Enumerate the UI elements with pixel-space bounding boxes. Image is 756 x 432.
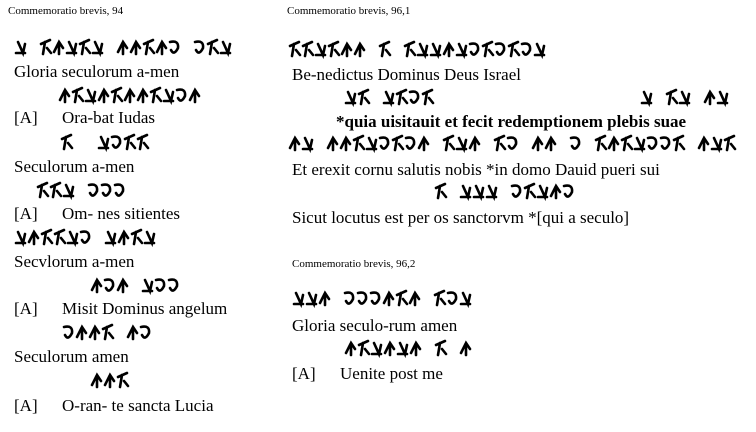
neume-glyph [128,327,137,339]
neume-glyph [496,44,504,55]
neume-glyph [457,44,466,55]
neume-glyph [725,136,735,150]
canticle-verse: Be-nedictus Dominus Deus Israel [292,65,521,84]
neume-glyph [290,138,299,150]
neume-glyph [106,232,115,243]
neume-glyph [635,138,644,149]
neume-glyph [371,293,379,304]
neume-glyph [470,138,479,150]
neume-glyph [341,138,350,150]
neume-glyph [718,92,727,103]
neume-glyph [355,44,364,56]
neume-glyph [397,90,407,104]
neume-glyph [303,138,312,149]
neume-glyph [195,42,203,53]
antiphon-label: [A] [14,396,38,415]
chant-text: O-ran- te sancta Lucia [62,396,214,415]
neume-glyph [68,232,77,243]
neume-glyph [73,88,83,102]
neume-glyph [410,92,418,103]
neume-glyph [86,90,95,101]
neume-glyph [596,136,606,150]
reference-96-2: Commemoratio brevis, 96,2 [292,258,416,270]
neume-glyph [393,136,403,150]
neume-glyph [508,138,516,149]
neume-glyph [64,327,72,338]
neume-glyph [358,293,366,304]
reference-94: Commemoratio brevis, 94 [8,5,124,17]
neume-row [292,287,492,309]
antiphon-label: [A] [14,108,38,127]
neume-glyph [55,230,65,244]
neume-glyph [115,185,123,196]
neume-glyph [546,138,555,150]
neume-glyph [448,293,456,304]
neume-glyph [118,280,127,292]
neume-glyph [145,232,154,243]
neume-glyph [372,343,381,354]
neume-glyph [294,293,303,304]
neume-row [640,86,730,108]
neume-row [344,337,474,359]
neume-glyph [367,138,376,149]
neume-glyph [125,90,134,102]
neume-glyph [398,343,407,354]
neume-glyph [419,138,428,150]
neume-glyph [435,291,445,305]
neume-glyph [151,88,161,102]
neume-glyph [538,186,547,197]
neume-glyph [99,137,108,148]
neume-glyph [661,138,669,149]
neume-glyph [90,327,99,339]
neume-glyph [483,42,493,56]
neume-glyph [345,293,353,304]
neume-glyph [112,137,120,148]
neume-glyph [221,42,230,53]
chant-text: Seculorum amen [14,347,129,366]
neume-row [344,86,444,108]
neume-glyph [290,42,300,56]
neume-glyph [89,185,97,196]
neume-glyph [405,42,415,56]
neume-glyph [667,90,677,104]
neume-glyph [329,42,339,56]
antiphon-label: [A] [14,204,38,223]
neume-glyph [380,42,390,56]
neume-glyph [92,280,101,292]
neume-glyph [431,44,440,55]
neume-row [60,131,160,153]
neume-row [14,36,244,58]
chant-text: Gloria seculorum a-men [14,62,180,81]
neume-glyph [525,184,535,198]
neume-glyph [190,90,199,102]
neume-glyph [41,40,51,54]
neume-glyph [81,232,89,243]
neume-row [58,84,208,106]
neume-glyph [177,90,185,101]
neume-glyph [141,327,149,338]
neume-row [54,369,144,391]
neume-glyph [125,135,135,149]
neume-glyph [674,136,684,150]
chant-text: Gloria seculo-rum amen [292,316,458,335]
neume-glyph [622,136,632,150]
neume-glyph [170,42,178,53]
neume-glyph [354,136,364,150]
neume-glyph [385,343,394,355]
neume-glyph [16,232,25,243]
neume-glyph [457,138,466,149]
neume-glyph [418,44,427,55]
neume-glyph [42,230,52,244]
neume-glyph [411,343,420,355]
neume-glyph [712,138,721,149]
neume-glyph [99,90,108,102]
neume-glyph [156,280,164,291]
neume-glyph [380,138,388,149]
canticle-verse: *quia uisitauit et fecit redemptionem plebis suae [336,112,687,131]
neume-glyph [522,44,530,55]
neume-glyph [60,90,69,102]
neume-glyph [54,42,63,54]
neume-glyph [384,293,393,305]
neume-glyph [495,136,505,150]
neume-glyph [436,341,446,355]
neume-glyph [359,90,369,104]
chant-text: Secvlorum a-men [14,252,135,271]
neume-glyph [648,138,656,149]
neume-row [434,180,584,202]
neume-glyph [138,90,147,102]
neume-glyph [164,90,173,101]
neume-glyph [320,293,329,305]
neume-glyph [470,44,478,55]
neume-glyph [80,40,90,54]
neume-glyph [119,232,128,244]
neume-glyph [571,138,579,149]
neume-row [14,226,164,248]
neume-row [288,38,558,60]
neume-glyph [118,42,127,54]
chant-text: Om- nes sitientes [62,204,181,223]
neume-glyph [444,44,453,56]
neume-glyph [474,186,483,197]
neume-glyph [535,44,544,55]
neume-row [288,132,738,154]
neume-glyph [92,375,101,387]
neume-glyph [406,138,414,149]
neume-glyph [487,186,496,197]
neume-glyph [346,343,355,355]
neume-glyph [328,138,337,150]
neume-glyph [564,186,572,197]
neume-glyph [397,291,407,305]
neume-glyph [303,42,313,56]
neume-glyph [132,230,142,244]
reference-96-1: Commemoratio brevis, 96,1 [287,5,411,17]
neume-glyph [77,327,86,339]
neume-row [90,274,190,296]
neume-glyph [112,88,122,102]
neume-glyph [105,375,114,387]
canticle-verse: Et erexit cornu salutis nobis *in domo Dauid pueri sui [292,160,660,179]
neume-glyph [29,232,38,244]
chant-text: Misit Dominus angelum [62,299,228,318]
antiphon-label: [A] [14,299,38,318]
chant-text: Uenite post me [340,364,443,383]
neume-glyph [461,186,470,197]
neume-glyph [157,42,166,54]
neume-glyph [67,42,76,53]
neume-glyph [138,135,148,149]
neume-glyph [16,42,25,53]
neume-glyph [512,186,520,197]
neume-glyph [51,183,61,197]
neume-glyph [509,42,519,56]
neume-glyph [208,40,218,54]
neume-glyph [444,136,454,150]
neume-glyph [169,280,177,291]
neume-glyph [103,325,113,339]
neume-glyph [131,42,140,54]
neume-glyph [699,138,708,150]
neume-glyph [316,44,325,55]
neume-glyph [423,90,433,104]
neume-glyph [359,341,369,355]
chant-text: Ora-bat Iudas [62,108,155,127]
neume-glyph [105,280,113,291]
neume-glyph [680,92,689,103]
neume-glyph [342,44,351,56]
neume-glyph [461,343,470,355]
chant-text: Seculorum a-men [14,157,135,176]
antiphon-label: [A] [292,364,316,383]
neume-glyph [384,92,393,103]
neume-row [36,179,136,201]
neume-glyph [102,185,110,196]
neume-glyph [118,373,128,387]
neume-glyph [93,42,102,53]
neume-glyph [143,280,152,291]
neume-glyph [551,186,560,198]
neume-row [14,321,154,343]
neume-glyph [609,138,618,150]
canticle-verse: Sicut locutus est per os sanctorvm *[qui a seculo] [292,208,630,227]
neume-glyph [62,135,72,149]
neume-glyph [144,40,154,54]
neume-glyph [436,184,446,198]
neume-glyph [410,293,419,305]
neume-glyph [64,185,73,196]
neume-glyph [642,92,651,103]
neume-glyph [38,183,48,197]
neume-glyph [461,293,470,304]
neume-glyph [307,293,316,304]
neume-glyph [346,92,355,103]
neume-glyph [705,92,714,104]
neume-glyph [533,138,542,150]
